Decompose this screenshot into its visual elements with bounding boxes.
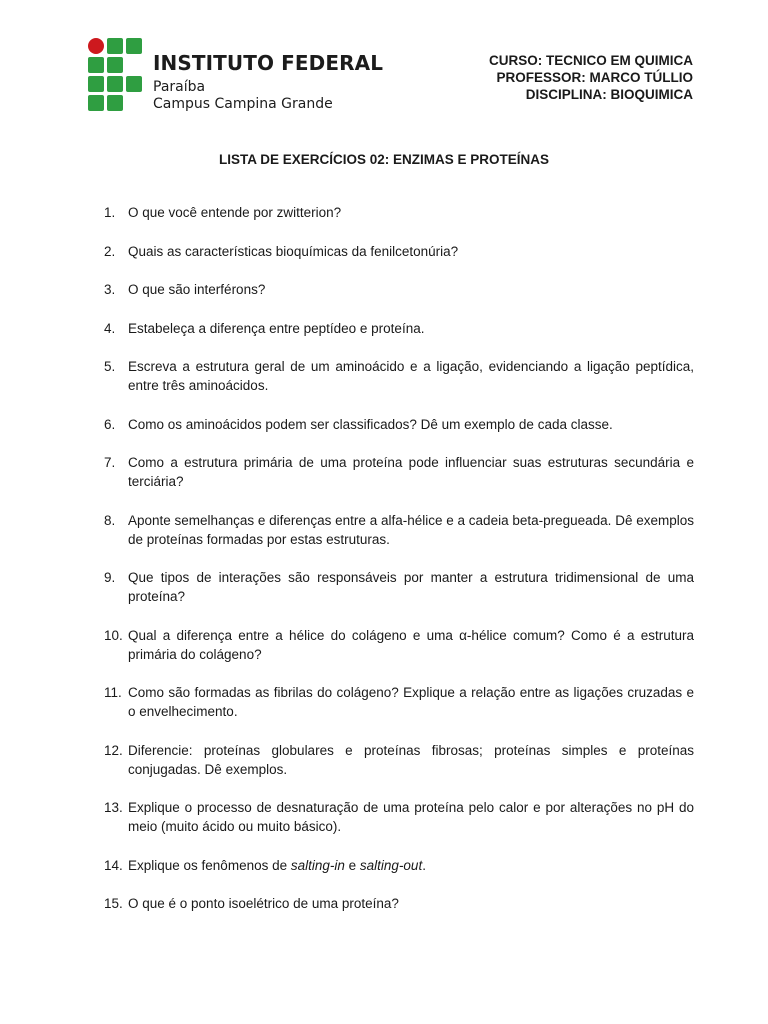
question-number: 15. <box>104 896 123 911</box>
question-item <box>104 894 694 913</box>
question-number: 2. <box>104 243 116 259</box>
question-number: 1. <box>104 205 116 220</box>
question-item <box>104 242 694 261</box>
question-text-part: Explique os fenômenos de <box>128 857 291 873</box>
question-text-part: . <box>422 857 426 873</box>
question-list <box>104 203 694 933</box>
logo-square <box>107 38 123 54</box>
question-number: 11. <box>104 685 122 700</box>
question-number: 12. <box>104 742 123 758</box>
question-text: Como são formadas as fibrilas do colágeno? Explique a relação entre as ligações cruzadas e o envelhecimento. <box>128 685 694 719</box>
question-text: Explique o processo de desnaturação de uma proteína pelo calor e por alterações no pH do meio (muito ácido ou muito básico). <box>128 800 694 834</box>
question-item <box>104 683 694 721</box>
question-text: Como a estrutura primária de uma proteína pode influenciar suas estruturas secundária e terciária? <box>128 455 694 489</box>
question-number: 13. <box>104 800 123 815</box>
question-number: 3. <box>104 282 116 297</box>
question-term: salting-out <box>359 857 423 873</box>
logo-campus: Campus Campina Grande <box>153 96 333 112</box>
question-number: 9. <box>104 570 116 585</box>
logo-square <box>88 95 104 111</box>
question-text: O que é o ponto isoelétrico de uma proteína? <box>128 896 399 911</box>
logo-square <box>88 57 104 73</box>
question-number: 6. <box>104 416 116 432</box>
discipline-line: DISCIPLINA: BIOQUIMICA <box>525 87 693 102</box>
question-number: 4. <box>104 320 116 336</box>
question-text: Como os aminoácidos podem ser classificados? Dê um exemplo de cada classe. <box>128 416 613 432</box>
question-item <box>104 626 694 664</box>
course-line: CURSO: TECNICO EM QUIMICA <box>489 53 693 68</box>
question-item <box>104 568 694 606</box>
question-text: Qual a diferença entre a hélice do colágeno e uma α-hélice comum? Como é a estrutura primária do colágeno? <box>128 627 694 662</box>
logo-title: INSTITUTO FEDERAL <box>153 51 384 75</box>
question-item <box>104 415 694 434</box>
document-title: LISTA DE EXERCÍCIOS 02: ENZIMAS E PROTEÍNAS <box>218 152 550 167</box>
question-text: Quais as características bioquímicas da fenilcetonúria? <box>128 243 459 259</box>
question-number: 5. <box>104 359 116 374</box>
question-number: 10. <box>104 627 123 643</box>
question-text: Escreva a estrutura geral de um aminoácido e a ligação, evidenciando a ligação peptídica, entre três aminoácidos. <box>128 359 694 393</box>
logo-square <box>107 76 123 92</box>
question-text: O que você entende por zwitterion? <box>128 205 342 220</box>
logo-square <box>107 95 123 111</box>
logo-square <box>126 76 142 92</box>
question-item <box>104 203 694 222</box>
question-text <box>128 856 694 875</box>
question-number: 7. <box>104 455 116 470</box>
institute-logo <box>86 38 386 118</box>
question-text: O que são interférons? <box>128 282 266 297</box>
question-number: 8. <box>104 512 116 528</box>
question-item <box>104 357 694 395</box>
question-item <box>104 741 694 779</box>
question-text-part: e <box>344 857 360 873</box>
question-text: Que tipos de interações são responsáveis por manter a estrutura tridimensional de uma proteína? <box>128 570 694 604</box>
logo-state: Paraíba <box>153 79 206 95</box>
logo-square <box>126 38 142 54</box>
logo-square <box>88 76 104 92</box>
question-item <box>104 856 694 875</box>
course-info <box>489 52 693 103</box>
question-text: Diferencie: proteínas globulares e proteínas fibrosas; proteínas simples e proteínas conjugadas. Dê exemplos. <box>128 742 694 777</box>
question-text: Aponte semelhanças e diferenças entre a alfa-hélice e a cadeia beta-pregueada. Dê exemplos de proteínas formadas por estas estruturas. <box>128 512 694 547</box>
question-number: 14. <box>104 857 123 873</box>
question-item <box>104 798 694 836</box>
logo-red-dot <box>88 38 104 54</box>
question-item <box>104 319 694 338</box>
question-item <box>104 280 694 299</box>
question-item <box>104 511 694 549</box>
question-term: salting-in <box>290 857 345 873</box>
professor-line: PROFESSOR: MARCO TÚLLIO <box>496 70 693 85</box>
logo-mark-icon <box>86 38 146 114</box>
question-item <box>104 453 694 491</box>
logo-square <box>107 57 123 73</box>
question-text: Estabeleça a diferença entre peptídeo e proteína. <box>128 320 425 336</box>
